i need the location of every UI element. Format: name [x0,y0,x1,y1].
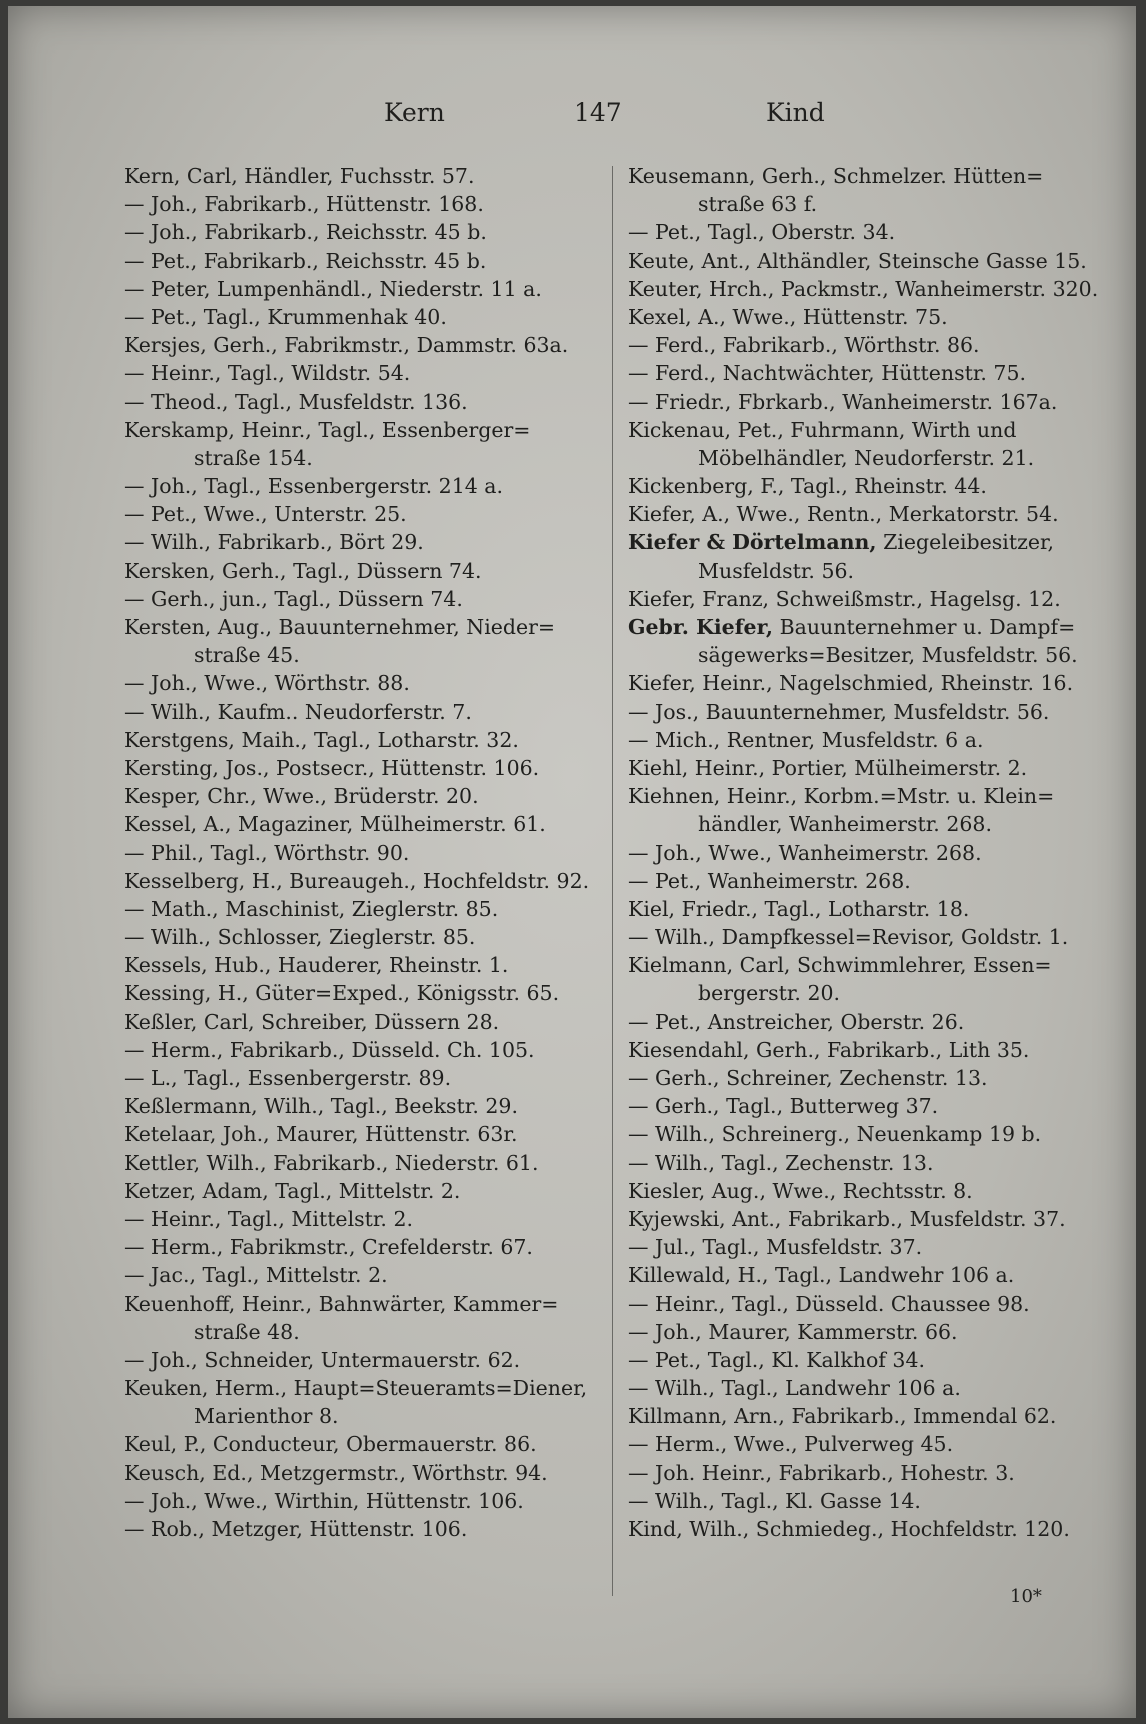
directory-entry-line [124,1459,602,1487]
directory-entry-line [124,1290,602,1318]
entry-text: — Joh., Tagl., Essenbergerstr. 214 a. [124,474,504,499]
directory-entry-line [124,1120,602,1148]
directory-entry-line [628,1290,1086,1318]
directory-entry-line [628,303,1086,331]
entry-text: — Heinr., Tagl., Mittelstr. 2. [124,1206,414,1231]
directory-entry-line [124,1205,602,1233]
directory-entry-line [124,1008,602,1036]
directory-entry-line [628,839,1086,867]
directory-entry-line [628,1120,1086,1148]
entry-text: Kessels, Hub., Hauderer, Rheinstr. 1. [124,953,509,978]
directory-entry-line [628,1036,1086,1064]
entry-text: — Jos., Bauunternehmer, Musfeldstr. 56. [628,699,1050,724]
entry-text: händler, Wanheimerstr. 268. [698,812,992,837]
header-right-catchword: Kind [766,98,825,127]
directory-entry-line [124,275,602,303]
directory-entry-line [124,1233,602,1261]
entry-text: Kessing, H., Güter=Exped., Königsstr. 65. [124,981,560,1006]
directory-entry-line [124,895,602,923]
entry-text: Kiefer, Heinr., Nagelschmied, Rheinstr. 16. [628,671,1074,696]
directory-entry-line [124,1261,602,1289]
entry-text: Marienthor 8. [194,1404,339,1429]
bold-firm-name: Gebr. Kiefer, [628,615,774,639]
entry-text: — Joh. Heinr., Fabrikarb., Hohestr. 3. [628,1460,1015,1485]
directory-entry-line [124,1318,602,1346]
entry-text: — Pet., Fabrikarb., Reichsstr. 45 b. [124,248,487,273]
entry-text: — Wilh., Dampfkessel=Revisor, Goldstr. 1. [628,925,1069,950]
entry-text: — Herm., Fabrikarb., Düsseld. Ch. 105. [124,1037,535,1062]
directory-entry-line [628,1402,1086,1430]
entry-text: Keusch, Ed., Metzgermstr., Wörthstr. 94. [124,1460,548,1485]
entry-text: — Pet., Wanheimerstr. 268. [628,868,911,893]
directory-entry-line [124,1515,602,1543]
entry-text: Kickenberg, F., Tagl., Rheinstr. 44. [628,474,987,499]
directory-entry-line [628,359,1086,387]
entry-text: — Joh., Fabrikarb., Reichsstr. 45 b. [124,220,487,245]
entry-text: — Pet., Tagl., Oberstr. 34. [628,220,896,245]
entry-text: — Rob., Metzger, Hüttenstr. 106. [124,1517,468,1541]
directory-entry-line [628,1261,1086,1289]
entry-text: — Ferd., Fabrikarb., Wörthstr. 86. [628,333,980,358]
directory-entry-line [628,275,1099,303]
directory-entry-line [628,979,1086,1007]
directory-entry-line [124,698,602,726]
entry-text: — Phil., Tagl., Wörthstr. 90. [124,840,410,865]
directory-entry-line [124,613,602,641]
entry-text: — Peter, Lumpenhändl., Niederstr. 11 a. [124,276,542,301]
directory-entry-line [124,557,602,585]
directory-entry-line [628,416,1086,444]
directory-entry-line [628,1233,1086,1261]
directory-entry-line [124,190,602,218]
directory-entry-line [628,782,1086,810]
directory-entry-line [628,1318,1086,1346]
entry-text: — Ferd., Nachtwächter, Hüttenstr. 75. [628,361,1027,386]
entry-text: sägewerks=Besitzer, Musfeldstr. 56. [698,643,1078,668]
entry-text: — Wilh., Schreinerg., Neuenkamp 19 b. [628,1122,1042,1147]
directory-entry-line [124,1487,602,1515]
entry-text: Kind, Wilh., Schmiedeg., Hochfeldstr. 120. [628,1517,1070,1541]
directory-entry-line [628,500,1086,528]
directory-entry-line [124,500,602,528]
directory-entry-line [628,698,1086,726]
directory-entry-line [124,388,602,416]
directory-entry-line [628,810,1086,838]
entry-text: Kerstgens, Maih., Tagl., Lotharstr. 32. [124,727,519,752]
entry-text: Kern, Carl, Händler, Fuchsstr. 57. [124,164,475,188]
directory-entry-line [124,669,602,697]
entry-text: — Joh., Wwe., Wörthstr. 88. [124,671,410,696]
running-header [8,98,1136,138]
directory-entry-line [124,782,602,810]
directory-entry-line [628,218,1086,246]
entry-text: — Heinr., Tagl., Düsseld. Chaussee 98. [628,1291,1030,1316]
directory-entry-line [628,331,1086,359]
directory-entry-line [628,867,1086,895]
entry-text: Keusemann, Gerh., Schmelzer. Hütten= [628,164,1044,188]
directory-entry-line [628,388,1086,416]
entry-text: Keßlermann, Wilh., Tagl., Beekstr. 29. [124,1094,518,1119]
entry-text: Kiesendahl, Gerh., Fabrikarb., Lith 35. [628,1037,1030,1062]
directory-entry-line [124,867,602,895]
directory-entry-line [628,726,1086,754]
directory-entry-line [628,528,1086,556]
entry-text: — Gerh., jun., Tagl., Düssern 74. [124,586,463,611]
entry-text: straße 45. [194,643,300,668]
directory-entry-line [124,726,602,754]
directory-entry-line [124,754,602,782]
entry-text: — Friedr., Fbrkarb., Wanheimerstr. 167a. [628,389,1058,414]
entry-text: — Theod., Tagl., Musfeldstr. 136. [124,389,468,414]
directory-entry-line [124,951,602,979]
entry-text: Kesselberg, H., Bureaugeh., Hochfeldstr. 92. [124,868,590,893]
entry-text: Kerskamp, Heinr., Tagl., Essenberger= [124,417,531,442]
entry-text: Kersken, Gerh., Tagl., Düssern 74. [124,558,482,583]
entry-text: — Joh., Fabrikarb., Hüttenstr. 168. [124,192,484,217]
entry-text: — Wilh., Schlosser, Zieglerstr. 85. [124,925,476,950]
directory-entry-line [124,444,602,472]
directory-entry-line [124,247,602,275]
entry-text: — Wilh., Kaufm.. Neudorferstr. 7. [124,699,472,724]
directory-entry-line [628,1008,1086,1036]
entry-text: Ketelaar, Joh., Maurer, Hüttenstr. 63r. [124,1122,518,1147]
entry-text: Killmann, Arn., Fabrikarb., Immendal 62. [628,1404,1057,1429]
entry-text: — Herm., Wwe., Pulverweg 45. [628,1432,954,1457]
entry-text: Kyjewski, Ant., Fabrikarb., Musfeldstr. 37. [628,1206,1066,1231]
directory-entry-line [124,303,602,331]
directory-entry-line [124,1177,602,1205]
entry-text: Keul, P., Conducteur, Obermauerstr. 86. [124,1432,537,1457]
entry-text: Kiesler, Aug., Wwe., Rechtsstr. 8. [628,1178,973,1203]
entry-text: Kiehnen, Heinr., Korbm.=Mstr. u. Klein= [628,784,1055,809]
bold-firm-name: Kiefer & Dörtelmann, [628,530,877,555]
entry-text: — Mich., Rentner, Musfeldstr. 6 a. [628,727,984,752]
directory-entry-line [124,923,602,951]
entry-text: — Wilh., Tagl., Kl. Gasse 14. [628,1488,921,1513]
left-column [124,162,602,1543]
directory-entry-line [124,331,602,359]
entry-text: — Pet., Tagl., Krummenhak 40. [124,304,447,329]
entry-text: — Pet., Wwe., Unterstr. 25. [124,502,407,527]
entry-text: — Wilh., Tagl., Landwehr 106 a. [628,1376,961,1401]
entry-text: Keuenhoff, Heinr., Bahnwärter, Kammer= [124,1291,559,1316]
directory-entry-line [628,162,1086,190]
entry-text: Kexel, A., Wwe., Hüttenstr. 75. [628,304,948,329]
directory-entry-line [628,613,1086,641]
entry-text: Kersjes, Gerh., Fabrikmstr., Dammstr. 63a. [124,333,569,358]
entry-text: Kielmann, Carl, Schwimmlehrer, Essen= [628,953,1052,978]
directory-entry-line [628,1064,1086,1092]
entry-text: — Joh., Maurer, Kammerstr. 66. [628,1319,958,1344]
directory-entry-line [124,1092,602,1120]
directory-entry-line [628,1092,1086,1120]
entry-text: Bauunternehmer u. Dampf= [773,615,1076,639]
entry-text: — Pet., Tagl., Kl. Kalkhof 34. [628,1347,926,1372]
directory-entry-line [628,754,1086,782]
directory-entry-line [628,472,1086,500]
entry-text: straße 48. [194,1319,300,1344]
entry-text: — Heinr., Tagl., Wildstr. 54. [124,361,411,386]
entry-text: Keuken, Herm., Haupt=Steueramts=Diener, [124,1376,588,1401]
entry-text: — L., Tagl., Essenbergerstr. 89. [124,1066,452,1090]
entry-text: Keute, Ant., Althändler, Steinsche Gasse 15. [628,248,1087,273]
directory-entry-line [628,1459,1086,1487]
entry-text: Ketzer, Adam, Tagl., Mittelstr. 2. [124,1178,461,1203]
entry-text: — Math., Maschinist, Zieglerstr. 85. [124,896,499,921]
directory-entry-line [124,810,602,838]
entry-text: Musfeldstr. 56. [698,558,855,583]
directory-entry-line [628,1149,1086,1177]
signature-mark: 10* [1010,1586,1042,1607]
directory-entry-line [124,359,602,387]
entry-text: — Jac., Tagl., Mittelstr. 2. [124,1263,388,1288]
directory-entry-line [124,641,602,669]
entry-text: — Pet., Anstreicher, Oberstr. 26. [628,1009,965,1034]
directory-entry-line [628,190,1086,218]
directory-entry-line [628,1515,1086,1543]
directory-entry-line [124,1346,602,1374]
directory-entry-line [124,1374,602,1402]
entry-text: Kiel, Friedr., Tagl., Lotharstr. 18. [628,896,970,921]
directory-entry-line [628,444,1086,472]
header-left-catchword: Kern [384,98,445,127]
entry-text: bergerstr. 20. [698,981,841,1006]
directory-entry-line [124,218,602,246]
entry-text: — Jul., Tagl., Musfeldstr. 37. [628,1235,923,1260]
entry-text: Kersten, Aug., Bauunternehmer, Nieder= [124,615,556,639]
page-number: 147 [574,98,622,127]
directory-entry-line [124,472,602,500]
directory-entry-line [628,1205,1086,1233]
directory-entry-line [124,1430,602,1458]
directory-entry-line [124,416,602,444]
directory-entry-line [124,528,602,556]
directory-entry-line [628,585,1086,613]
entry-text: straße 154. [194,445,313,470]
entry-text: — Gerh., Schreiner, Zechenstr. 13. [628,1066,988,1090]
entry-text: — Joh., Wwe., Wirthin, Hüttenstr. 106. [124,1488,524,1513]
entry-text: — Wilh., Fabrikarb., Bört 29. [124,530,424,555]
entry-text: — Joh., Schneider, Untermauerstr. 62. [124,1347,521,1372]
directory-entry-line [124,1064,602,1092]
entry-text: Keßler, Carl, Schreiber, Düssern 28. [124,1009,500,1034]
entry-text: straße 63 f. [698,192,818,217]
directory-entry-line [628,1430,1086,1458]
directory-entry-line [124,162,602,190]
right-column [628,162,1099,1543]
directory-entry-line [124,979,602,1007]
directory-entry-line [628,1177,1086,1205]
entry-text: — Herm., Fabrikmstr., Crefelderstr. 67. [124,1235,533,1260]
directory-entry-line [628,923,1086,951]
directory-entry-line [124,839,602,867]
book-page [8,6,1136,1718]
directory-entry-line [628,557,1086,585]
directory-entry-line [124,1402,602,1430]
directory-entry-line [628,669,1086,697]
entry-text: Kickenau, Pet., Fuhrmann, Wirth und [628,417,1017,442]
entry-text: Killewald, H., Tagl., Landwehr 106 a. [628,1263,1015,1288]
entry-text: — Joh., Wwe., Wanheimerstr. 268. [628,840,982,865]
directory-entry-line [124,585,602,613]
entry-text: — Gerh., Tagl., Butterweg 37. [628,1094,939,1119]
directory-entry-line [628,895,1086,923]
directory-entry-line [124,1149,602,1177]
entry-text: Kersting, Jos., Postsecr., Hüttenstr. 106. [124,755,540,780]
entry-text: Möbelhändler, Neudorferstr. 21. [698,445,1035,470]
directory-entry-line [628,247,1086,275]
column-divider [612,166,613,1596]
entry-text: Kiefer, A., Wwe., Rentn., Merkatorstr. 54. [628,502,1059,527]
directory-entry-line [628,641,1086,669]
directory-entry-line [628,1346,1086,1374]
entry-text: Kiehl, Heinr., Portier, Mülheimerstr. 2. [628,755,1028,780]
directory-entry-line [628,1374,1086,1402]
directory-entry-line [628,951,1086,979]
entry-text: Keuter, Hrch., Packmstr., Wanheimerstr. 320. [628,276,1099,301]
entry-text: Kettler, Wilh., Fabrikarb., Niederstr. 61. [124,1150,539,1175]
entry-text: — Wilh., Tagl., Zechenstr. 13. [628,1150,934,1175]
entry-text: Kessel, A., Magaziner, Mülheimerstr. 61. [124,812,546,837]
directory-entry-line [124,1036,602,1064]
entry-text: Kesper, Chr., Wwe., Brüderstr. 20. [124,784,479,809]
entry-text: Kiefer, Franz, Schweißmstr., Hagelsg. 12. [628,586,1061,611]
directory-entry-line [628,1487,1086,1515]
entry-text: Ziegeleibesitzer, [876,530,1055,555]
